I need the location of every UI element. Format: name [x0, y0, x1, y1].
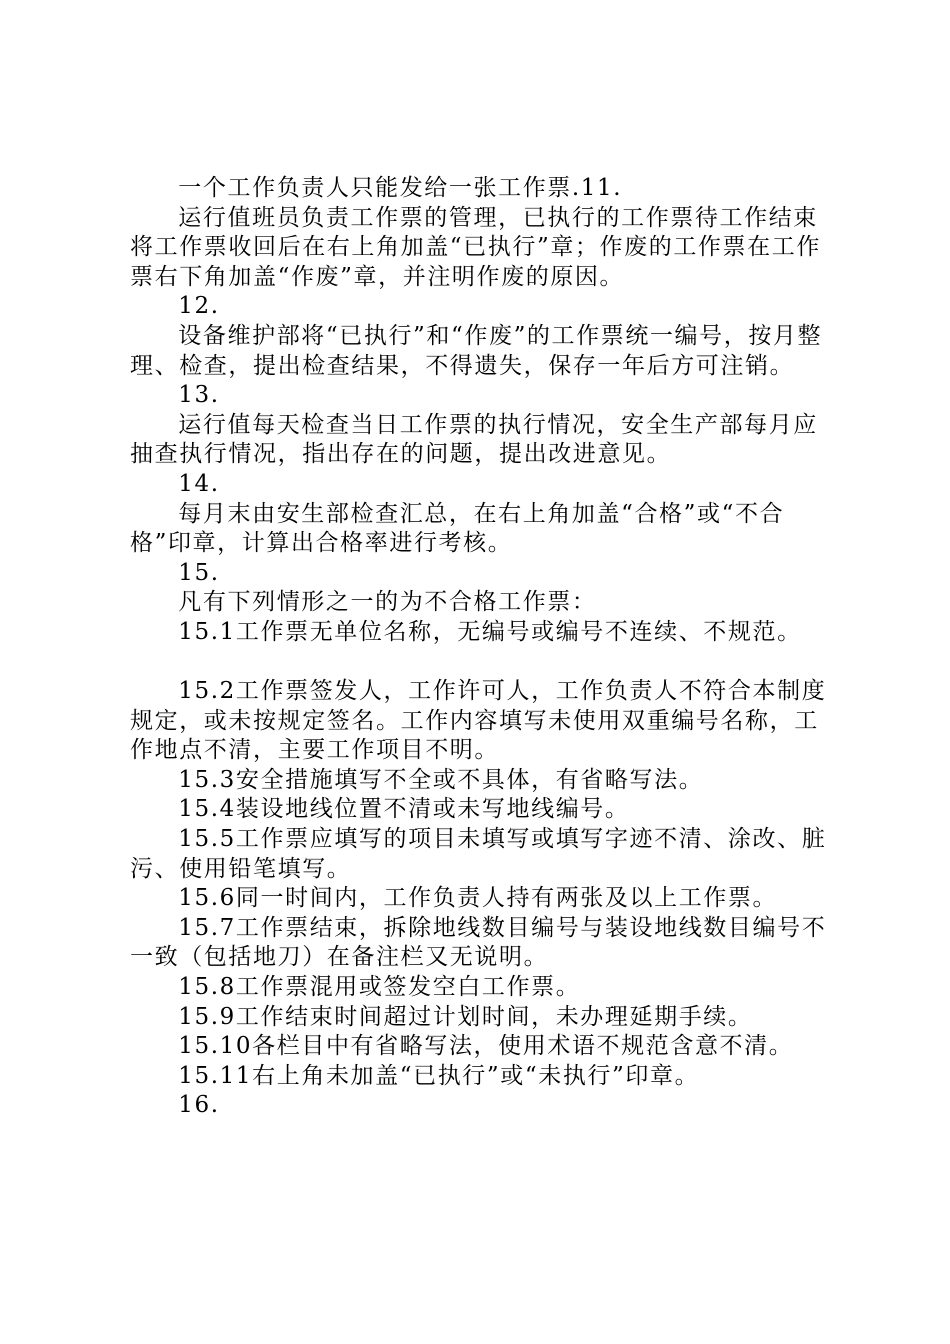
- section-number: 15.: [178, 559, 220, 586]
- list-item: 15.7工作票结束，拆除地线数目编号与装设地线数目编号不一致（包括地刀）在备注栏又无说明。: [130, 914, 827, 971]
- blank-line: [130, 648, 830, 678]
- section-number: 13.: [178, 382, 220, 409]
- paragraph: 运行值每天检查当日工作票的执行情况，安全生产部每月应抽查执行情况，指出存在的问题，提出改进意见。: [130, 411, 818, 468]
- paragraph: 凡有下列情形之一的为不合格工作票：: [178, 589, 597, 616]
- list-item: 15.1工作票无单位名称，无编号或编号不连续、不规范。: [178, 618, 802, 645]
- document-body: [130, 174, 830, 1121]
- paragraph: 每月末由安生部检查汇总，在右上角加盖“合格”或“不合格”印章，计算出合格率进行考核。: [130, 500, 785, 557]
- list-item: 15.5工作票应填写的项目未填写或填写字迹不清、涂改、脏污、使用铅笔填写。: [130, 826, 827, 882]
- section-number: 14.: [178, 470, 220, 497]
- list-item: 15.8工作票混用或签发空白工作票。: [178, 974, 581, 1001]
- list-item: 15.3安全措施填写不全或不具体，有省略写法。: [178, 766, 704, 793]
- list-item: 15.10各栏目中有省略写法，使用术语不规范含意不清。: [178, 1033, 794, 1060]
- paragraph: 一个工作负责人只能发给一张工作票.11.: [178, 175, 623, 201]
- list-item: 15.2工作票签发人，工作许可人，工作负责人不符合本制度规定，或未按规定签名。工作内容填写未使用双重编号名称，工作地点不清，主要工作项目不明。: [130, 678, 827, 764]
- section-number: 16.: [178, 1092, 220, 1119]
- list-item: 15.6同一时间内，工作负责人持有两张及以上工作票。: [178, 885, 778, 912]
- list-item: 15.9工作结束时间超过计划时间，未办理延期手续。: [178, 1003, 753, 1030]
- list-item: 15.4装设地线位置不清或未写地线编号。: [178, 796, 630, 823]
- paragraph: 运行值班员负责工作票的管理，已执行的工作票待工作结束将工作票收回后在右上角加盖“已执行”章；作废的工作票在工作票右下角加盖“作废”章，并注明作废的原因。: [130, 204, 821, 290]
- list-item: 15.11右上角未加盖“已执行”或“未执行”印章。: [178, 1062, 700, 1089]
- section-number: 12.: [178, 293, 220, 320]
- paragraph: 设备维护部将“已执行”和“作废”的工作票统一编号，按月整理、检查，提出检查结果，不得遗失，保存一年后方可注销。: [130, 322, 823, 379]
